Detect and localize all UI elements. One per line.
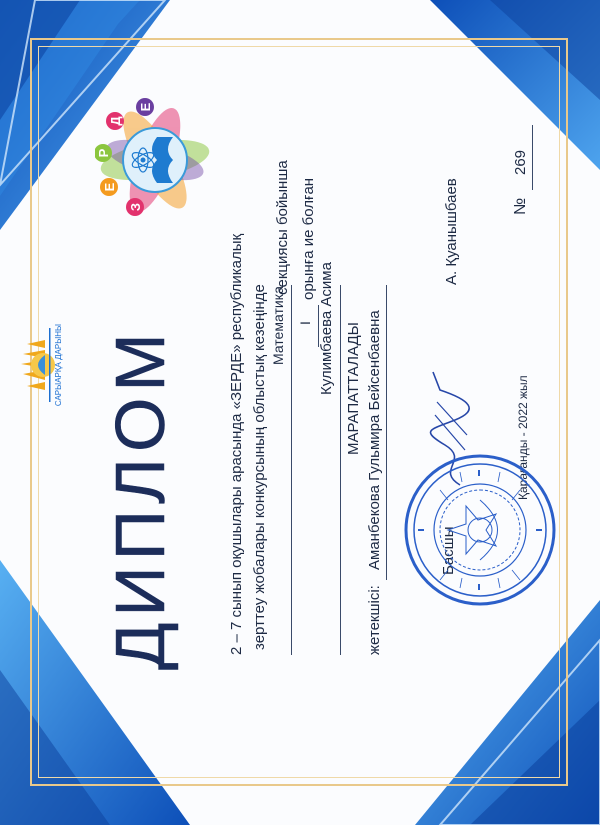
place-suffix: орынға ие болған [300,177,317,300]
saryarka-logo-text: САРЫАРҚА ДАРЫНЫ [54,323,63,407]
diploma-title: ДИПЛОМ [101,327,179,670]
director-name: А. Қуанышбаев [443,178,460,285]
number-underline [532,125,533,190]
supervisor-name: Аманбекова Гульмира Бейсенбаевна [366,310,383,570]
zerde-letter-5: Е [138,102,153,112]
saryarka-daryny-logo [5,310,65,420]
section-suffix: секциясы бойынша [274,160,291,295]
city-year: Қарағанды - 2022 жыл [516,375,530,500]
place-value: I [297,321,313,325]
subject-underline [291,285,292,655]
zerde-letter-2: Е [102,182,117,192]
awarded-text: МАРАПАТТАЛАДЫ [345,322,362,455]
zerde-logo [95,95,215,225]
zerde-letter-1: З [128,202,143,212]
supervisor-label: жетекшісі: [366,585,383,655]
student-underline [340,285,341,655]
diploma-number: 269 [512,149,529,175]
intro-line-1: 2 – 7 сынып оқушылары арасында «ЗЕРДЕ» республикалық [228,233,245,655]
supervisor-underline [386,285,387,580]
subject-name: Математика [270,286,286,365]
zerde-letter-4: Д [108,116,123,126]
director-label: Басшы [440,526,457,575]
official-stamp [400,450,560,610]
intro-line-2: зерттеу жобалары конкурсының облыстық кезеңінде [251,284,268,650]
number-label: № [512,197,529,215]
student-name: Кулимбаева Асима [318,262,335,395]
zerde-letter-3: Р [96,148,111,158]
